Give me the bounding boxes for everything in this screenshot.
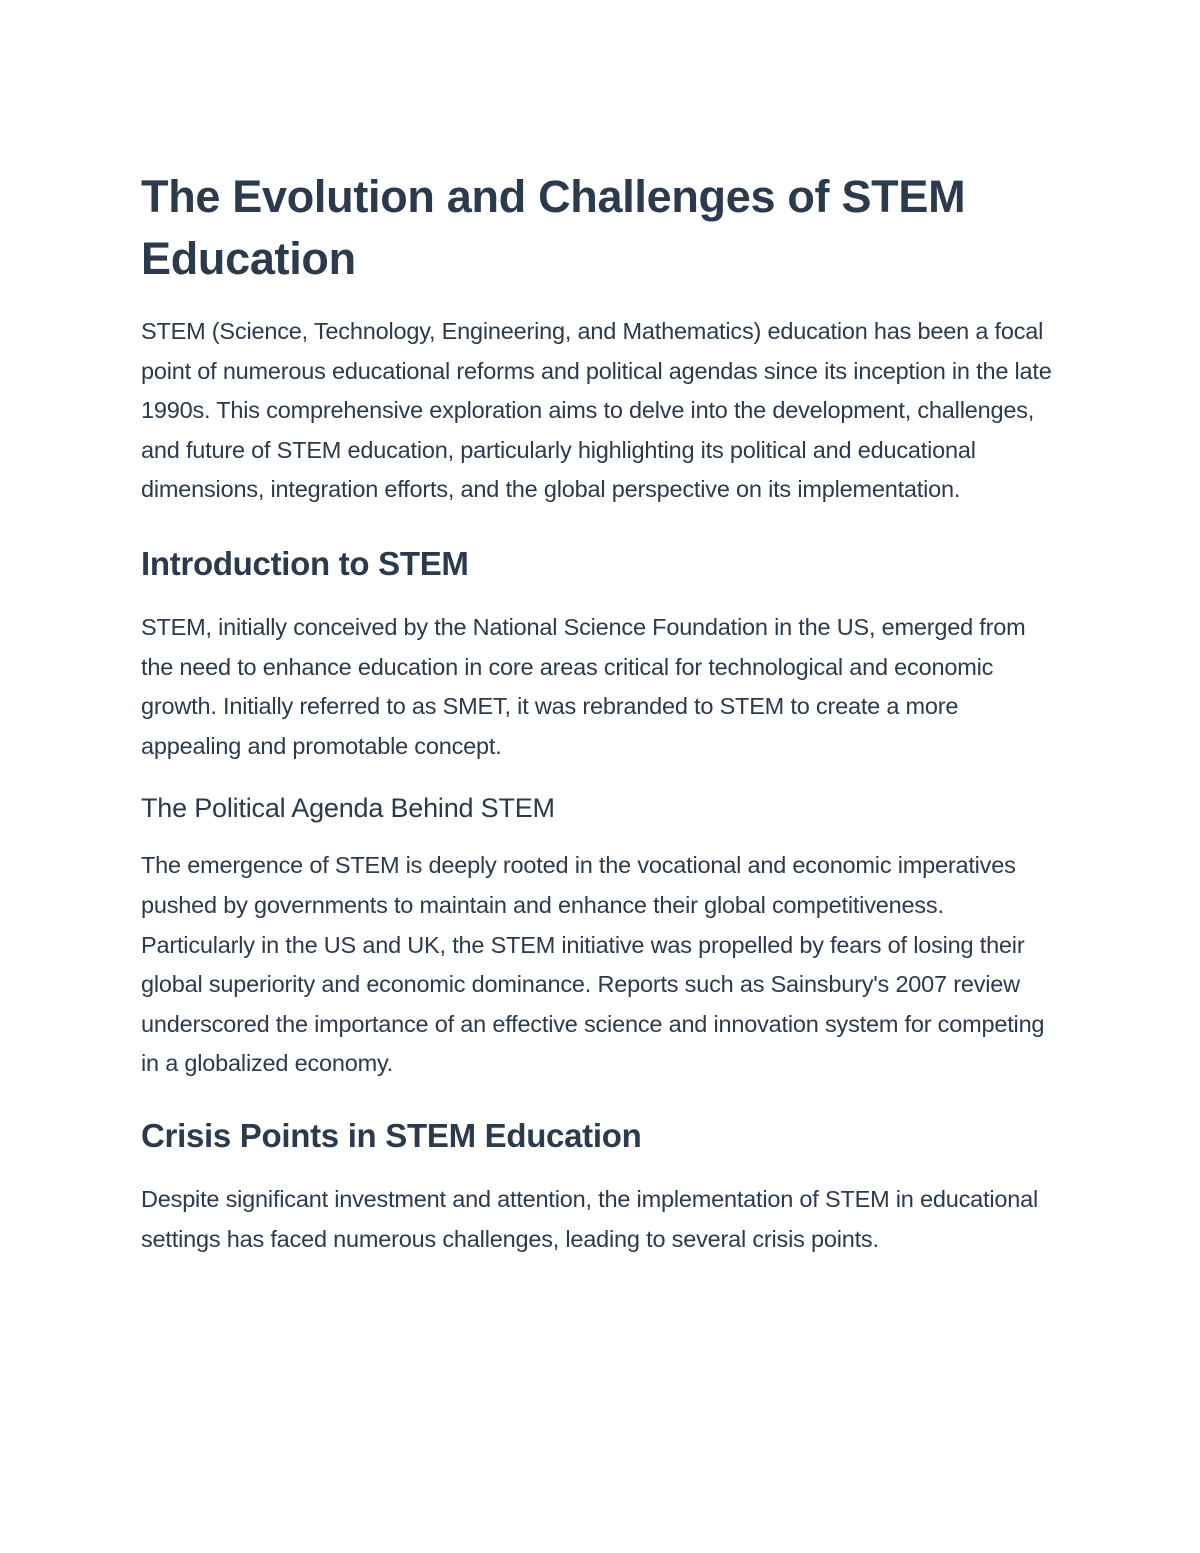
document-page (141, 166, 1061, 1259)
page-title: The Evolution and Challenges of STEM Education (141, 171, 966, 284)
subsection-heading-political-agenda: The Political Agenda Behind STEM (141, 793, 555, 824)
section-paragraph-crisis-points: Despite significant investment and attention, the implementation of STEM in educational settings has faced numerous challenges, leading to several crisis points. (141, 1185, 1039, 1252)
section-heading-crisis-points: Crisis Points in STEM Education (141, 1116, 642, 1154)
section-paragraph-introduction: STEM, initially conceived by the National Science Foundation in the US, emerged from the need to enhance education in core areas critical for technological and economic growth. Initially referred to as SMET, it was rebranded to STEM to create a more appealing and promotable concept. (141, 613, 1026, 759)
subsection-paragraph-political-agenda: The emergence of STEM is deeply rooted in the vocational and economic imperatives pushed by governments to maintain and enhance their global competitiveness. Particularly in the US and UK, the STEM initiative was propelled by fears of losing their global superiority and economic dominance. Reports such as Sainsbury's 2007 review underscored the importance of an effective science and innovation system for competing in a globalized economy. (141, 852, 1045, 1077)
section-heading-introduction: Introduction to STEM (141, 544, 469, 582)
intro-paragraph: STEM (Science, Technology, Engineering, and Mathematics) education has been a focal point of numerous educational reforms and political agendas since its inception in the late 1990s. This comprehensive exploration aims to delve into the development, challenges, and future of STEM education, particularly highlighting its political and educational dimensions, integration efforts, and the global perspective on its implementation. (141, 318, 1052, 503)
